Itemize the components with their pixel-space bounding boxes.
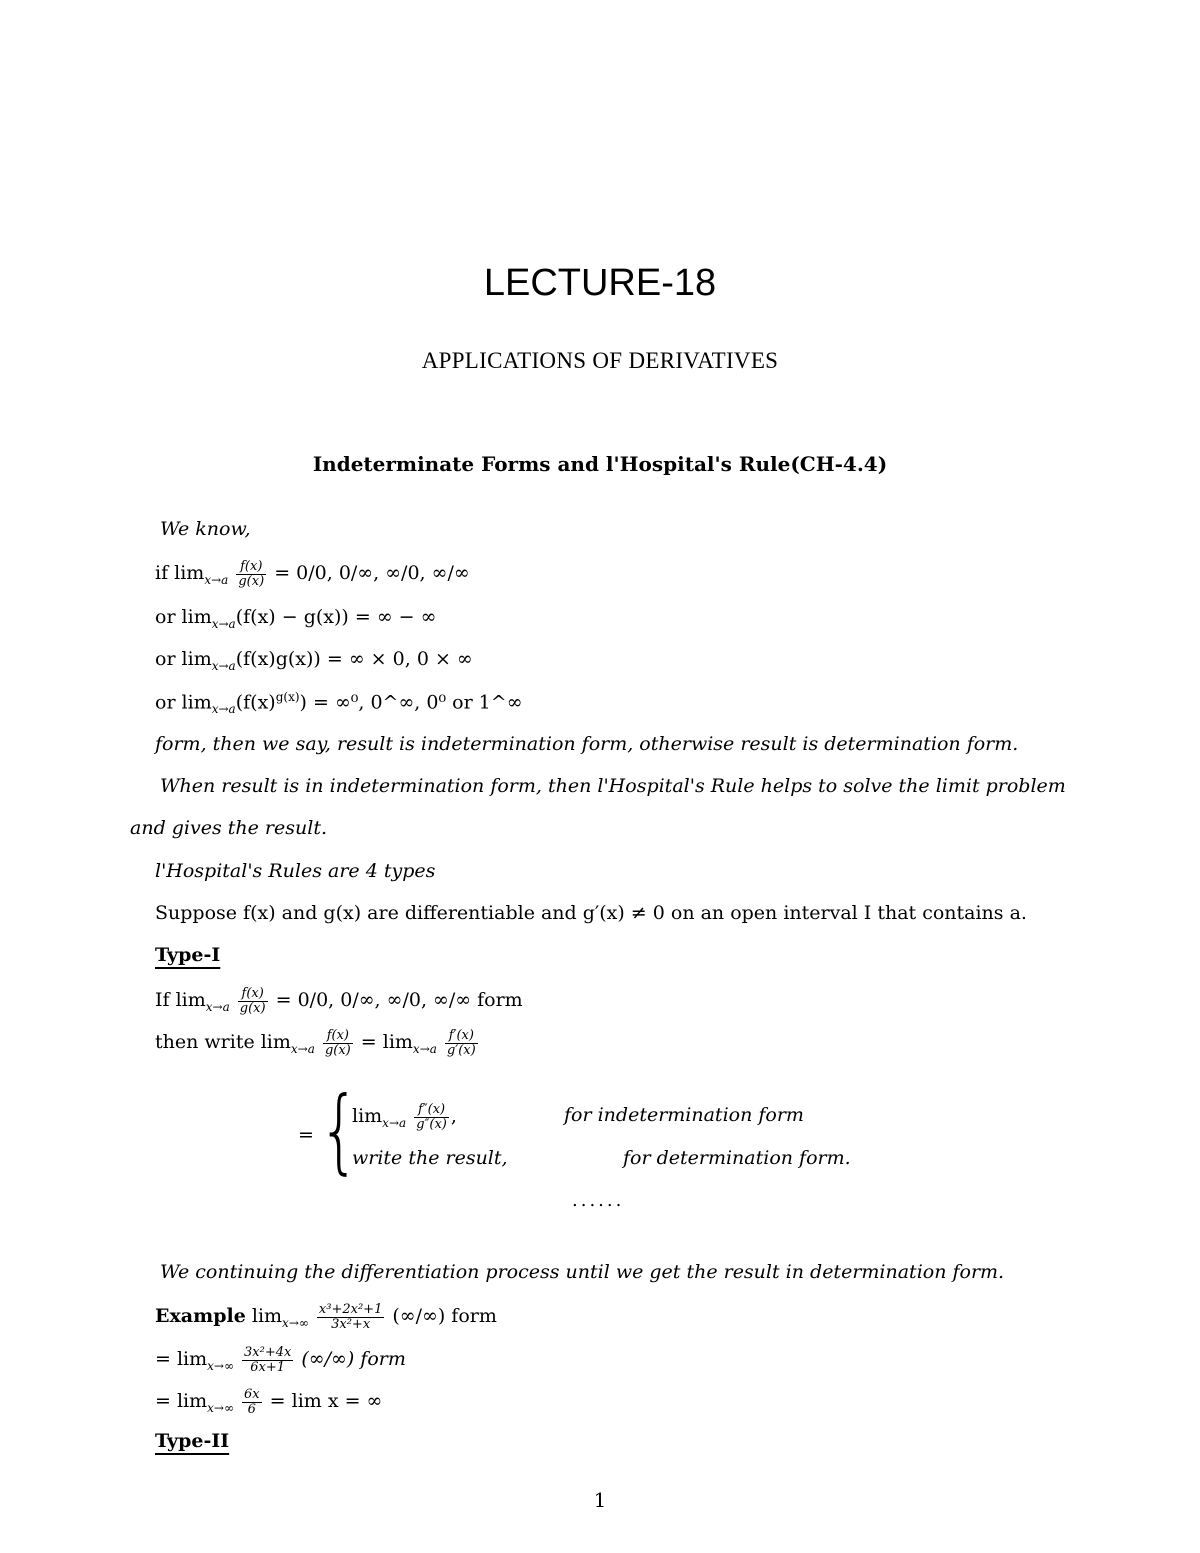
type-1-then-line: then write $\lim_{x\to a}$ $\frac{f(x)}{g(x)}$ = $\lim_{x\to a}$ $\frac{f'(x)}{g'(x)}$ [155,1028,476,1058]
continuation-dots: ...... [572,1190,625,1211]
case-1-label: for indetermination form [564,1104,804,1126]
forms-list: = 0/0, 0/∞, ∞/0, ∞/∞ [274,562,470,585]
or-line-1: or $\lim_{x\to a}(f(x) - g(x))$ = ∞ − ∞ [155,606,437,631]
we-know-text: We know, [160,518,251,540]
type-1-if-line: If $\lim_{x\to a}$ $\frac{f(x)}{g(x)}$ = 0/0, 0/∞, ∞/0, ∞/∞ form [155,986,523,1016]
example-line-1: Example $\lim_{x\to\infty}$ $\frac{\text{x³+2x²+1}}{\text{3x²+x}}$ (∞/∞) form [155,1302,497,1332]
page-number: 1 [593,1488,607,1512]
lim-subscript: x→a [204,572,229,587]
section-heading: Indeterminate Forms and l'Hospital's Rule(CH-4.4) [312,452,888,476]
if-limit-line [155,560,470,588]
suppose-sentence: Suppose f(x) and g(x) are differentiable and g′(x) ≠ 0 on an open interval I that contains a. [155,902,1027,924]
continuing-sentence: We continuing the differentiation process until we get the result in determination form. [160,1261,1005,1283]
or-line-3: or $\lim_{x\to a}(f(x)^{g(x)}) = \infty^0$, 0^∞, 0⁰ or 1^∞ [155,690,523,717]
form-sentence: form, then we say, result is indetermination form, otherwise result is determination form. [155,733,1019,755]
case-1-expression: $\lim_{x\to a}$ $\frac{f''(x)}{g''(x)}$ , [352,1102,457,1132]
fraction-f-over-g: $\frac{f(x)}{g(x)}$ [238,559,265,589]
example-label: Example [155,1305,246,1328]
case-2-label: for determination form. [623,1147,851,1169]
lecture-subtitle: APPLICATIONS OF DERIVATIVES [421,348,779,373]
case-2-expression: write the result, [352,1147,508,1169]
example-line-3: = $\lim_{x\to\infty}$ $\frac{6x}{6}$ = lim x = ∞ [155,1387,383,1417]
lecture-title: LECTURE-18 [483,262,717,304]
cases-equals: = [298,1124,314,1146]
type-2-heading: Type-II [155,1430,230,1452]
example-line-2: = $\lim_{x\to\infty}$ $\frac{\text{3x²+4x}}{6x+1}$ (∞/∞) form [155,1345,406,1375]
type-1-heading: Type-I [155,944,221,966]
or-line-2: or $\lim_{x\to a}(f(x)g(x))$ = ∞ × 0, 0 × ∞ [155,648,473,673]
when-sentence-line2: and gives the result. [130,817,327,839]
lim-text: if lim [155,562,205,585]
types-sentence: l'Hospital's Rules are 4 types [155,860,436,882]
when-sentence-line1: When result is in indetermination form, then l'Hospital's Rule helps to solve the limit problem [160,775,1066,797]
left-brace: { [318,1077,360,1184]
